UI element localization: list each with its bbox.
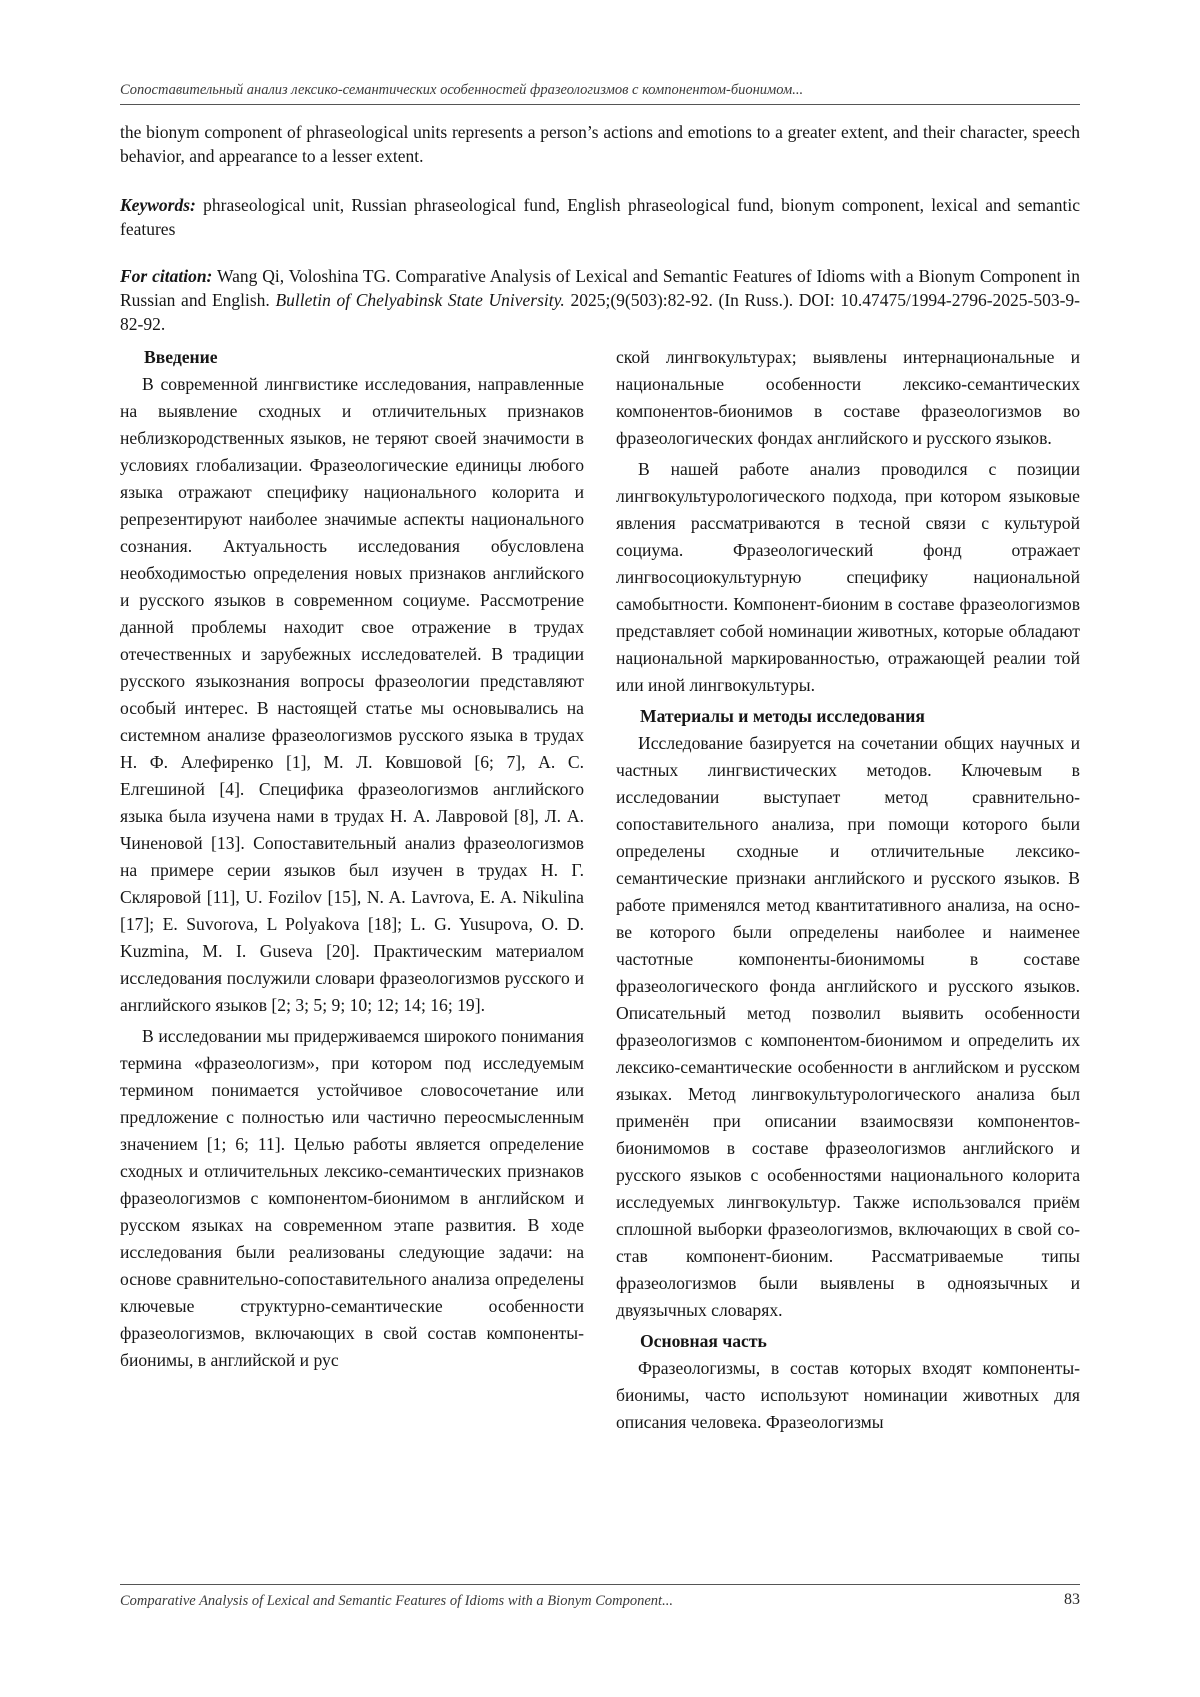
methods-paragraph-1: Исследование базируется на сочетании общих научных и частных лингвистических методов. Ключевым в исследовании выступает метод сравнительно-сопоставительного анализа, при помощи которого были определены сходные и отличительные лексико-семантические признаки английского и русского языков. В работе применялся метод квантитативного анализа, на основе которого были определены наиболее и наименее частотные компоненты-бионимомы в составе фразеологического фонда английского и русского языков. Описательный метод позволил выявить особенности фразеологизмов с компонентом-бионимом и определить их лексико-семантические особенности в английском и русском языках. Метод лингвокультурологического анализа был применён при описании взаимосвязи компонентов-бионимомов в составе фразеологизмов английского и русского языков с особенностями национального колорита исследуемых лингвокультур. Также использовался приём сплошной выборки фразеологизмов, включающих в свой состав компонент-бионим. Рассматриваемые типы фразеологизмов были выявлены в одноязычных и двуязычных словарях. [616,733,1080,1320]
intro-paragraph-2: В исследовании мы придерживаемся широкого понимания термина «фразеологизм», при котором под исследуемым термином понимается устойчивое словосочетание или предложение с полностью или частично переосмысленным значением [1; 6; 11]. Целью работы является определение сходных и отличительных лексико-семантических признаков фразеологизмов с компонентом-бионимом в английском и русском языках на современном этапе развития. В ходе исследования были реализованы следующие задачи: на основе сравнительно-сопоставительного анализа определены ключевые структурно-семантические особенности фразеологизмов, включающих в свой состав компоненты-бионимы, в английской и рус [120,1026,584,1370]
keywords-label: Keywords: [120,195,196,215]
citation-journal: Bulletin of Chelyabinsk State University. [275,290,565,310]
section-heading-introduction: Введение [144,347,218,367]
citation-label: For citation: [120,266,213,286]
section-heading-methods: Материалы и методы исследования [640,706,925,726]
intro-paragraph-2-continued: ской лингвокультурах; выявлены интернациональные и национальные особенности лексико-семантических компонентов-бионимов в составе фразеологизмов во фразеологических фондах английского и русского языков. [616,347,1080,448]
page-number: 83 [1064,1591,1080,1608]
citation-block [120,264,1080,336]
citation-text-before: Wang Qi, Voloshina TG. Comparative Analysis of Lexical and Semantic Features of Idioms with a Bionym Component in Russian and English. [120,266,1080,310]
main-paragraph-1: Фразеологизмы, в состав которых входят компоненты-бионимы, часто используют номинации животных для описания человека. Фразеологизмы [616,1358,1080,1432]
header-rule [120,104,1080,105]
keywords-text: phraseological unit, Russian phraseological fund, English phraseological fund, bionym component, lexical and semantic features [120,195,1081,239]
abstract-text: the bionym component of phraseological units represents a person’s actions and emotions to a greater extent, and their character, speech behavior, and appearance to a lesser extent. [120,122,1080,166]
section-heading-main: Основная часть [640,1331,767,1351]
left-column [120,344,584,1378]
abstract-end [120,120,1080,168]
footer-rule [120,1584,1080,1585]
running-header: Сопоставительный анализ лексико-семантических особенностей фразеологизмов с компонентом-бионимом... [120,82,804,98]
intro-paragraph-3: В нашей работе анализ проводился с позиции лингвокультурологического подхода, при котором языковые явления рассматриваются в тесной связи с культурой социума. Фразеологический фонд отражает лингвосоциокультурную специфику национальной самобытности. Компонент-бионим в составе фразеологизмов представляет собой номинации животных, которые обладают национальной маркированностью, отражающей реалии той или иной лингвокультуры. [616,459,1080,695]
intro-paragraph-1: В современной лингвистике исследования, направленные на выявление сходных и отличительных признаков неблизкородственных языков, не теряют своей значимости в условиях глобализации. Фразеологические единицы любого языка отражают специфику национального колорита и репрезентируют наиболее значимые аспекты национального сознания. Актуальность исследования обусловлена необходимостью определения новых признаков английского и русского языков в современном социуме. Рассмотрение данной проблемы находит свое отражение в трудах отечественных и зарубежных исследователей. В традиции русского языкознания вопросы фразеологии представляют особый интерес. В настоящей статье мы основывались на системном анализе фразеологизмов русского языка в трудах Н. Ф. Алефиренко [1], М. Л. Ковшовой [6; 7], А. С. Елгешиной [4]. Специфика фразеологизмов английского языка была изучена нами в трудах Н. А. Лавровой [8], Л. А. Чиненовой [13]. Сопоставительный анализ фразеологизмов на примере серии языков был изучен в трудах Н. Г. Скляровой [11], U. Fozilov [15], N. A. Lavrova, E. A. Nikulina [17]; E. Suvorova, L Polyakova [18]; L. G. Yusupova, O. D. Kuzmina, M. I. Guseva [20]. Практическим материалом исследования послужили словари фразеологизмов русского и английского языков [2; 3; 5; 9; 10; 12; 14; 16; 19]. [120,374,584,1015]
keywords-block [120,193,1080,241]
right-column [616,344,1080,1440]
running-footer: Comparative Analysis of Lexical and Semantic Features of Idioms with a Bionym Component... [120,1593,673,1609]
citation-text-after: 2025;(9(503):82-92. (In Russ.). DOI: 10.47475/1994-2796-2025-503-9-82-92. [120,290,1081,334]
